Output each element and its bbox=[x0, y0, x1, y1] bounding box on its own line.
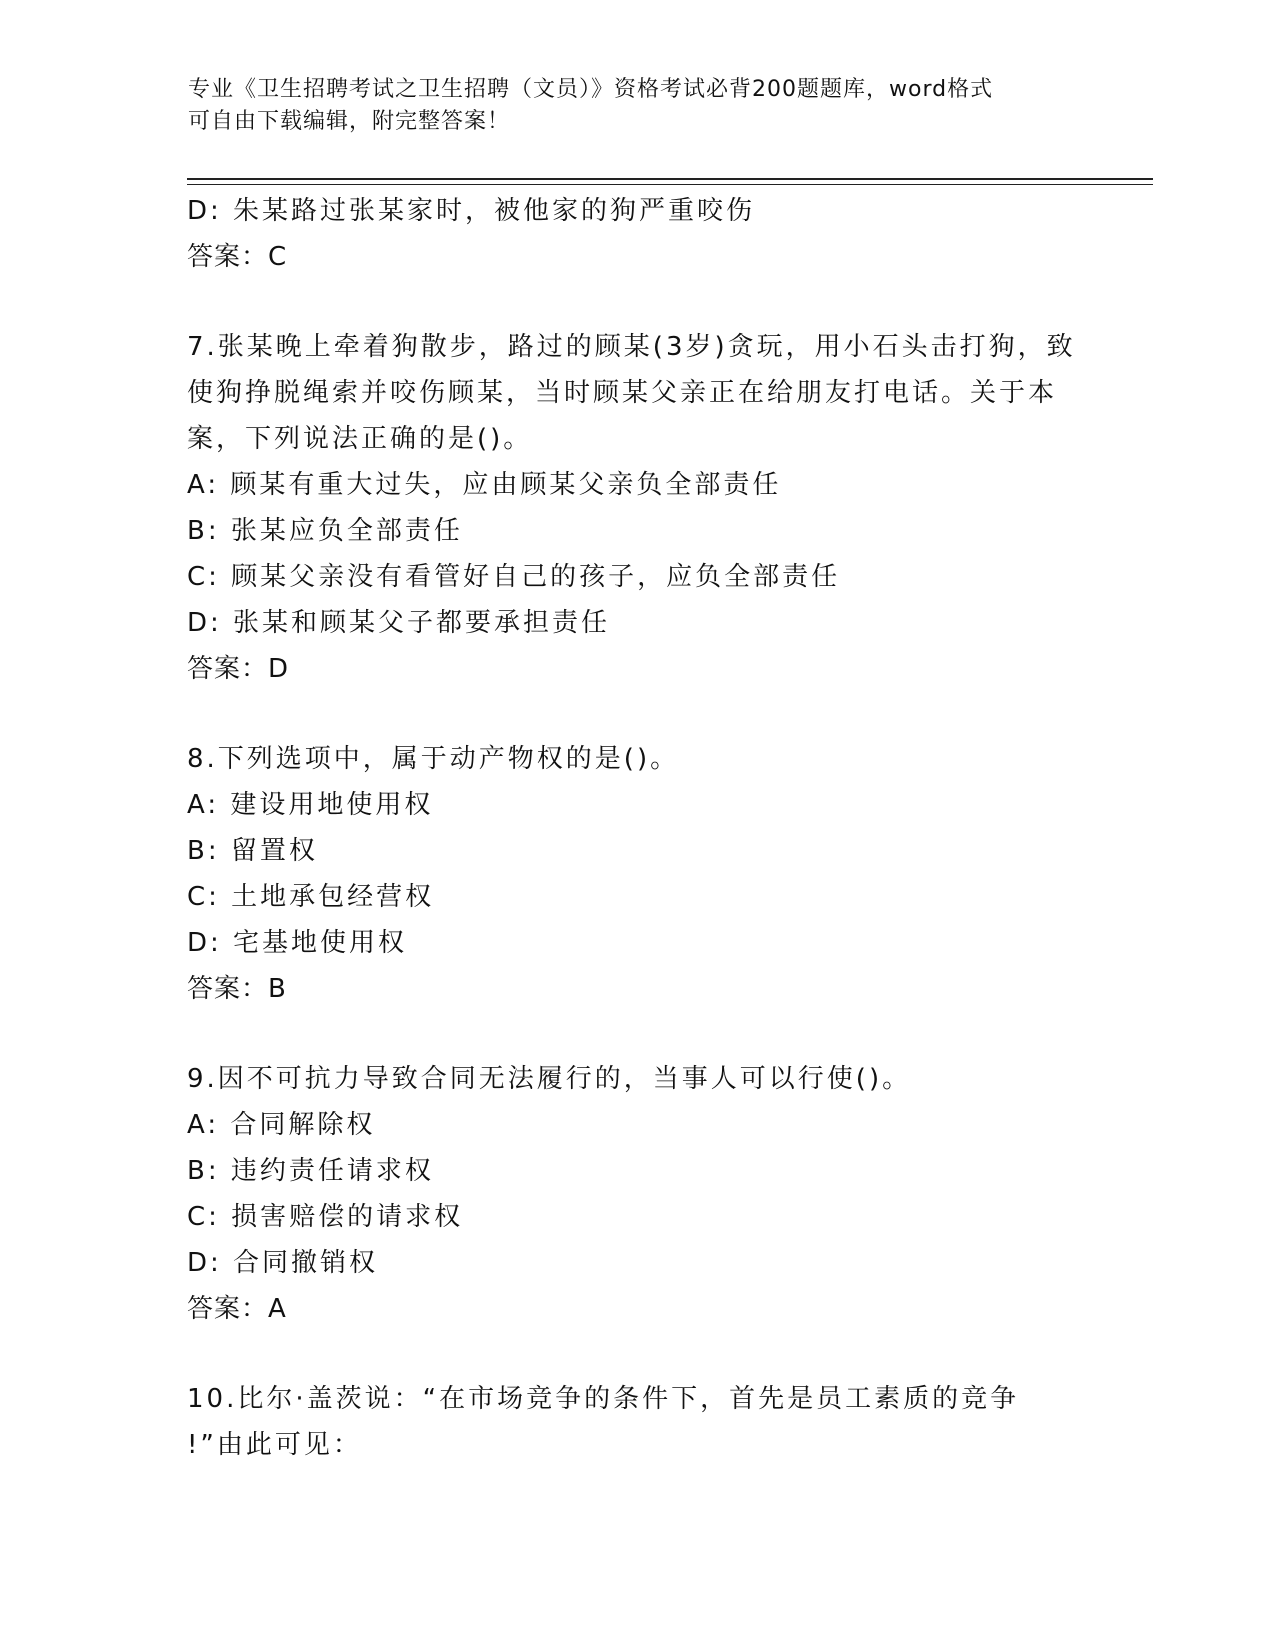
option-b: B: 张某应负全部责任 bbox=[187, 516, 463, 546]
document-header bbox=[188, 74, 1088, 138]
option-c: C: 顾某父亲没有看管好自己的孩子，应负全部责任 bbox=[187, 562, 841, 592]
option-d: D: 张某和顾某父子都要承担责任 bbox=[187, 608, 611, 638]
option-a: A: 合同解除权 bbox=[187, 1110, 376, 1140]
spacer bbox=[187, 1012, 1087, 1056]
question-9 bbox=[187, 1056, 1087, 1332]
answer-line: 答案：B bbox=[187, 974, 287, 1004]
answer-line: 答案：A bbox=[187, 1294, 287, 1324]
header-divider-thick bbox=[187, 178, 1153, 180]
question-6-tail bbox=[187, 188, 1087, 280]
option-d: D: 宅基地使用权 bbox=[187, 928, 408, 958]
option-c: C: 土地承包经营权 bbox=[187, 882, 435, 912]
question-stem-line: 7.张某晚上牵着狗散步，路过的顾某(3岁)贪玩，用小石头击打狗，致 bbox=[187, 332, 1076, 362]
header-divider-thin bbox=[187, 184, 1153, 185]
spacer bbox=[187, 692, 1087, 736]
answer-line: 答案：C bbox=[187, 242, 288, 272]
question-8 bbox=[187, 736, 1087, 1012]
question-stem-line: 10.比尔·盖茨说：“在市场竞争的条件下，首先是员工素质的竞争 bbox=[187, 1384, 1020, 1414]
option-b: B: 违约责任请求权 bbox=[187, 1156, 434, 1186]
document-body bbox=[187, 188, 1087, 1468]
question-stem-line: 9.因不可抗力导致合同无法履行的，当事人可以行使()。 bbox=[187, 1064, 912, 1094]
option-c: C: 损害赔偿的请求权 bbox=[187, 1202, 464, 1232]
option-b: B: 留置权 bbox=[187, 836, 318, 866]
question-stem-line: 使狗挣脱绳索并咬伤顾某，当时顾某父亲正在给朋友打电话。关于本 bbox=[187, 378, 1058, 408]
spacer bbox=[187, 1332, 1087, 1376]
option-a: A: 顾某有重大过失，应由顾某父亲负全部责任 bbox=[187, 470, 782, 500]
question-10 bbox=[187, 1376, 1087, 1468]
header-title-line-2: 可自由下载编辑，附完整答案！ bbox=[188, 109, 511, 134]
option-d: D: 合同撤销权 bbox=[187, 1248, 379, 1278]
question-stem-line: 案，下列说法正确的是()。 bbox=[187, 424, 533, 454]
question-stem-line: 8.下列选项中，属于动产物权的是()。 bbox=[187, 744, 680, 774]
option-a: A: 建设用地使用权 bbox=[187, 790, 434, 820]
question-stem-line: !”由此可见： bbox=[187, 1430, 362, 1460]
option-d: D: 朱某路过张某家时，被他家的狗严重咬伤 bbox=[187, 196, 756, 226]
question-7 bbox=[187, 324, 1087, 692]
header-title-line-1: 专业《卫生招聘考试之卫生招聘（文员）》资格考试必背200题题库，word格式 bbox=[188, 77, 994, 102]
answer-line: 答案：D bbox=[187, 654, 290, 684]
spacer bbox=[187, 280, 1087, 324]
